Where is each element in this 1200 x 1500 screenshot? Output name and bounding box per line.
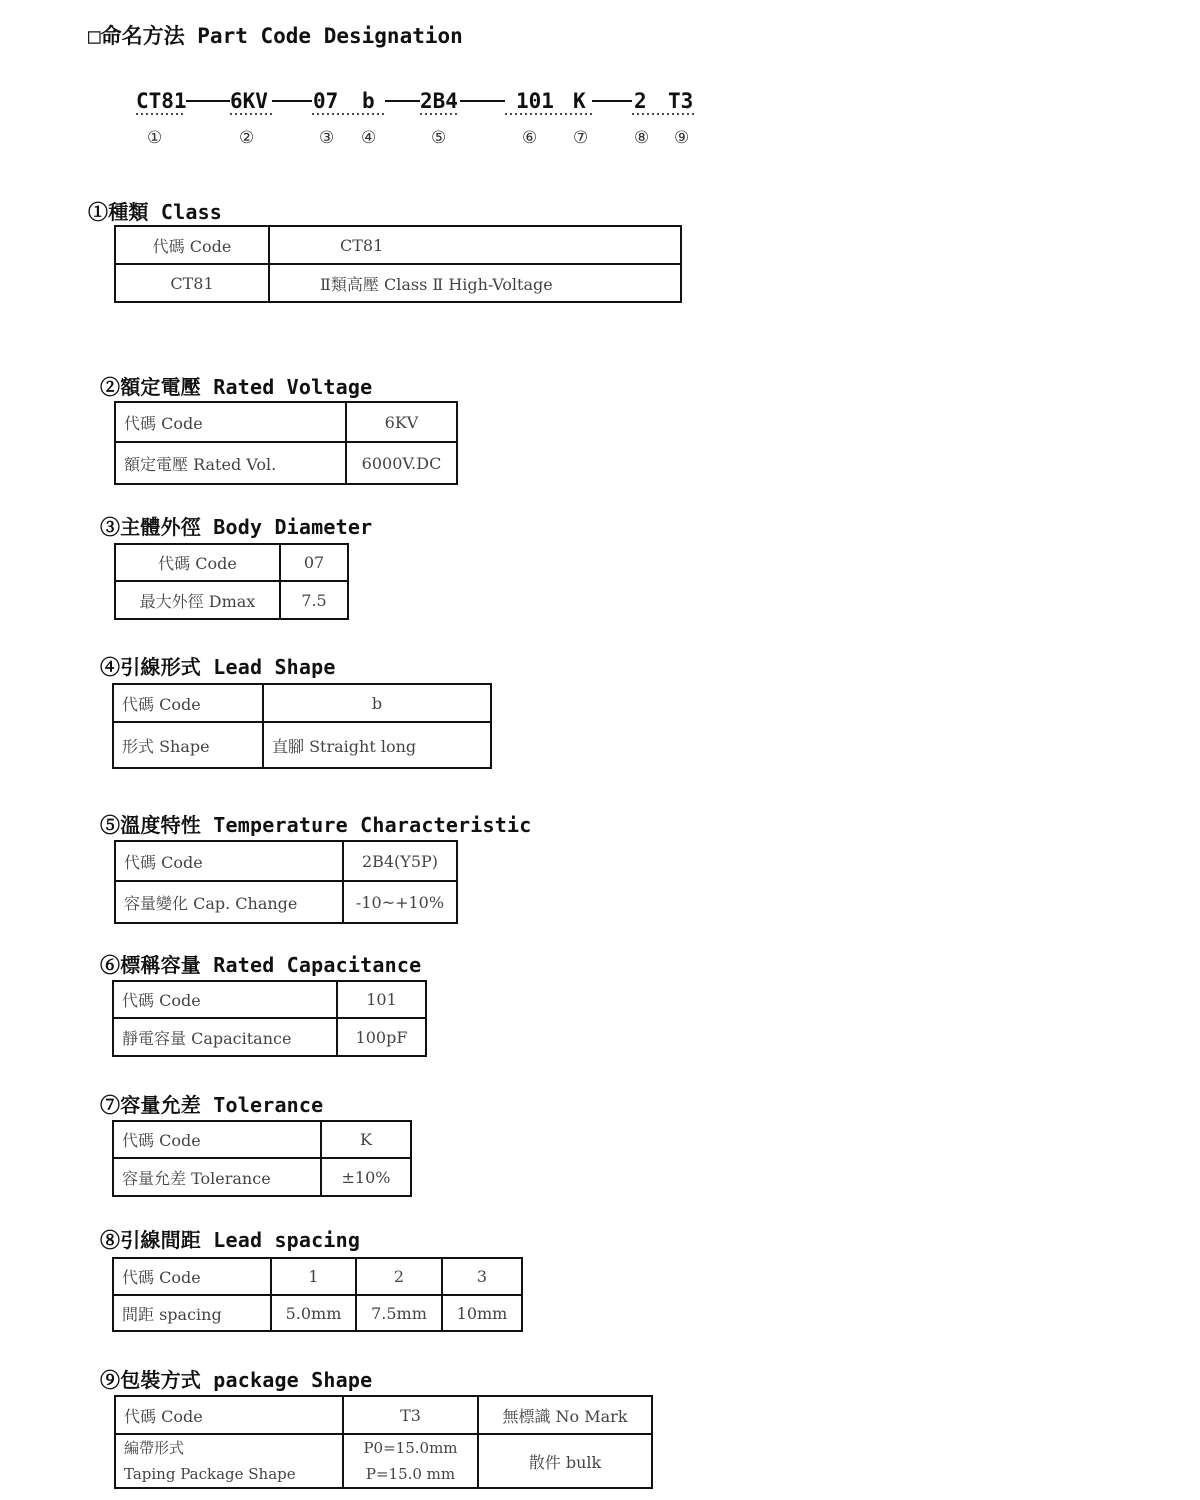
code-label-cell: 代碼 Code xyxy=(113,684,263,722)
code-label-cell: 代碼 Code xyxy=(113,981,337,1018)
index-marker: ⑥ xyxy=(522,128,538,148)
section-title-temperature: ⑤溫度特性 Temperature Characteristic xyxy=(100,813,532,837)
section-title-voltage: ②額定電壓 Rated Voltage xyxy=(100,375,373,399)
row-label-line: Taping Package Shape xyxy=(124,1465,296,1483)
row-label-cell: 間距 spacing xyxy=(113,1295,271,1331)
row-label-cell: 額定電壓 Rated Vol. xyxy=(115,442,346,484)
code-value-cell: K xyxy=(321,1121,411,1158)
code-label-cell: 代碼 Code xyxy=(115,1396,343,1434)
row-value-cell: -10~+10% xyxy=(343,881,457,923)
pitch-line: P0=15.0mm xyxy=(363,1439,458,1457)
row-desc-cell: Ⅱ類高壓 Class Ⅱ High-Voltage xyxy=(269,264,681,302)
index-marker: ④ xyxy=(361,128,377,148)
code-part-voltage: 6KV xyxy=(230,89,268,113)
row-value-cell: 直腳 Straight long xyxy=(263,722,491,768)
row-label-cell: 容量允差 Tolerance xyxy=(113,1158,321,1196)
row-value-cell: ±10% xyxy=(321,1158,411,1196)
code-value-cell: 1 xyxy=(271,1258,356,1295)
code-value-cell: 101 xyxy=(337,981,426,1018)
code-part-package: T3 xyxy=(668,89,694,113)
tolerance-table xyxy=(112,1120,412,1197)
row-label-cell: 靜電容量 Capacitance xyxy=(113,1018,337,1056)
row-label-cell xyxy=(115,1434,343,1488)
section-title-lead-shape: ④引線形式 Lead Shape xyxy=(100,655,336,679)
code-value-cell: 2B4(Y5P) xyxy=(343,841,457,881)
index-marker: ② xyxy=(239,128,255,148)
row-value-cell: 6000V.DC xyxy=(346,442,457,484)
index-marker: ⑤ xyxy=(431,128,447,148)
code-value-cell: 3 xyxy=(442,1258,522,1295)
code-value-cell: T3 xyxy=(343,1396,478,1434)
code-label-cell: 代碼 Code xyxy=(115,226,269,264)
index-marker: ⑧ xyxy=(634,128,650,148)
row-code-cell: CT81 xyxy=(115,264,269,302)
index-marker: ⑨ xyxy=(674,128,690,148)
section-title-tolerance: ⑦容量允差 Tolerance xyxy=(100,1093,324,1117)
capacitance-table xyxy=(112,980,427,1057)
section-title-package: ⑨包裝方式 package Shape xyxy=(100,1368,373,1392)
class-table xyxy=(114,225,682,303)
code-label-cell: 代碼 Code xyxy=(113,1258,271,1295)
row-value-cell xyxy=(343,1434,478,1488)
voltage-table xyxy=(114,401,458,485)
row-value-cell: 7.5 xyxy=(280,581,348,619)
row-label-cell: 容量變化 Cap. Change xyxy=(115,881,343,923)
section-title-diameter: ③主體外徑 Body Diameter xyxy=(100,515,373,539)
code-value-cell: 無標識 No Mark xyxy=(478,1396,652,1434)
index-marker: ③ xyxy=(319,128,335,148)
code-part-diameter: 07 xyxy=(313,89,339,113)
diameter-table xyxy=(114,543,349,620)
index-marker: ① xyxy=(147,128,163,148)
code-part-class: CT81 xyxy=(136,89,187,113)
section-title-class: ①種類 Class xyxy=(88,200,223,224)
code-value-cell: 6KV xyxy=(346,402,457,442)
code-part-temperature: 2B4 xyxy=(420,89,458,113)
section-title-lead-spacing: ⑧引線間距 Lead spacing xyxy=(100,1228,361,1252)
lead-shape-table xyxy=(112,683,492,769)
code-label-cell: 代碼 Code xyxy=(115,402,346,442)
row-value-cell: 散件 bulk xyxy=(478,1434,652,1488)
code-label-cell: 代碼 Code xyxy=(115,544,280,581)
code-value-cell: b xyxy=(263,684,491,722)
temperature-table xyxy=(114,840,458,924)
row-value-cell: 10mm xyxy=(442,1295,522,1331)
code-value-cell: 2 xyxy=(356,1258,442,1295)
code-part-tolerance: K xyxy=(573,89,586,113)
code-label-cell: 代碼 Code xyxy=(113,1121,321,1158)
row-label-line: 編帶形式 xyxy=(124,1439,185,1457)
pitch-line: P=15.0 mm xyxy=(365,1465,456,1483)
code-label-cell: 代碼 Code xyxy=(115,841,343,881)
part-code-connectors xyxy=(0,0,1200,160)
row-value-cell: 7.5mm xyxy=(356,1295,442,1331)
section-title-capacitance: ⑥標稱容量 Rated Capacitance xyxy=(100,953,422,977)
code-value-cell: CT81 xyxy=(269,226,681,264)
package-table xyxy=(114,1395,653,1489)
code-part-capacitance: 101 xyxy=(516,89,554,113)
row-label-cell: 形式 Shape xyxy=(113,722,263,768)
lead-spacing-table xyxy=(112,1257,523,1332)
row-label-cell: 最大外徑 Dmax xyxy=(115,581,280,619)
code-value-cell: 07 xyxy=(280,544,348,581)
code-part-lead-shape: b xyxy=(362,89,375,113)
row-value-cell: 5.0mm xyxy=(271,1295,356,1331)
row-value-cell: 100pF xyxy=(337,1018,426,1056)
index-marker: ⑦ xyxy=(573,128,589,148)
page-title: □命名方法 Part Code Designation xyxy=(88,24,463,48)
code-part-lead-spacing: 2 xyxy=(634,89,647,113)
